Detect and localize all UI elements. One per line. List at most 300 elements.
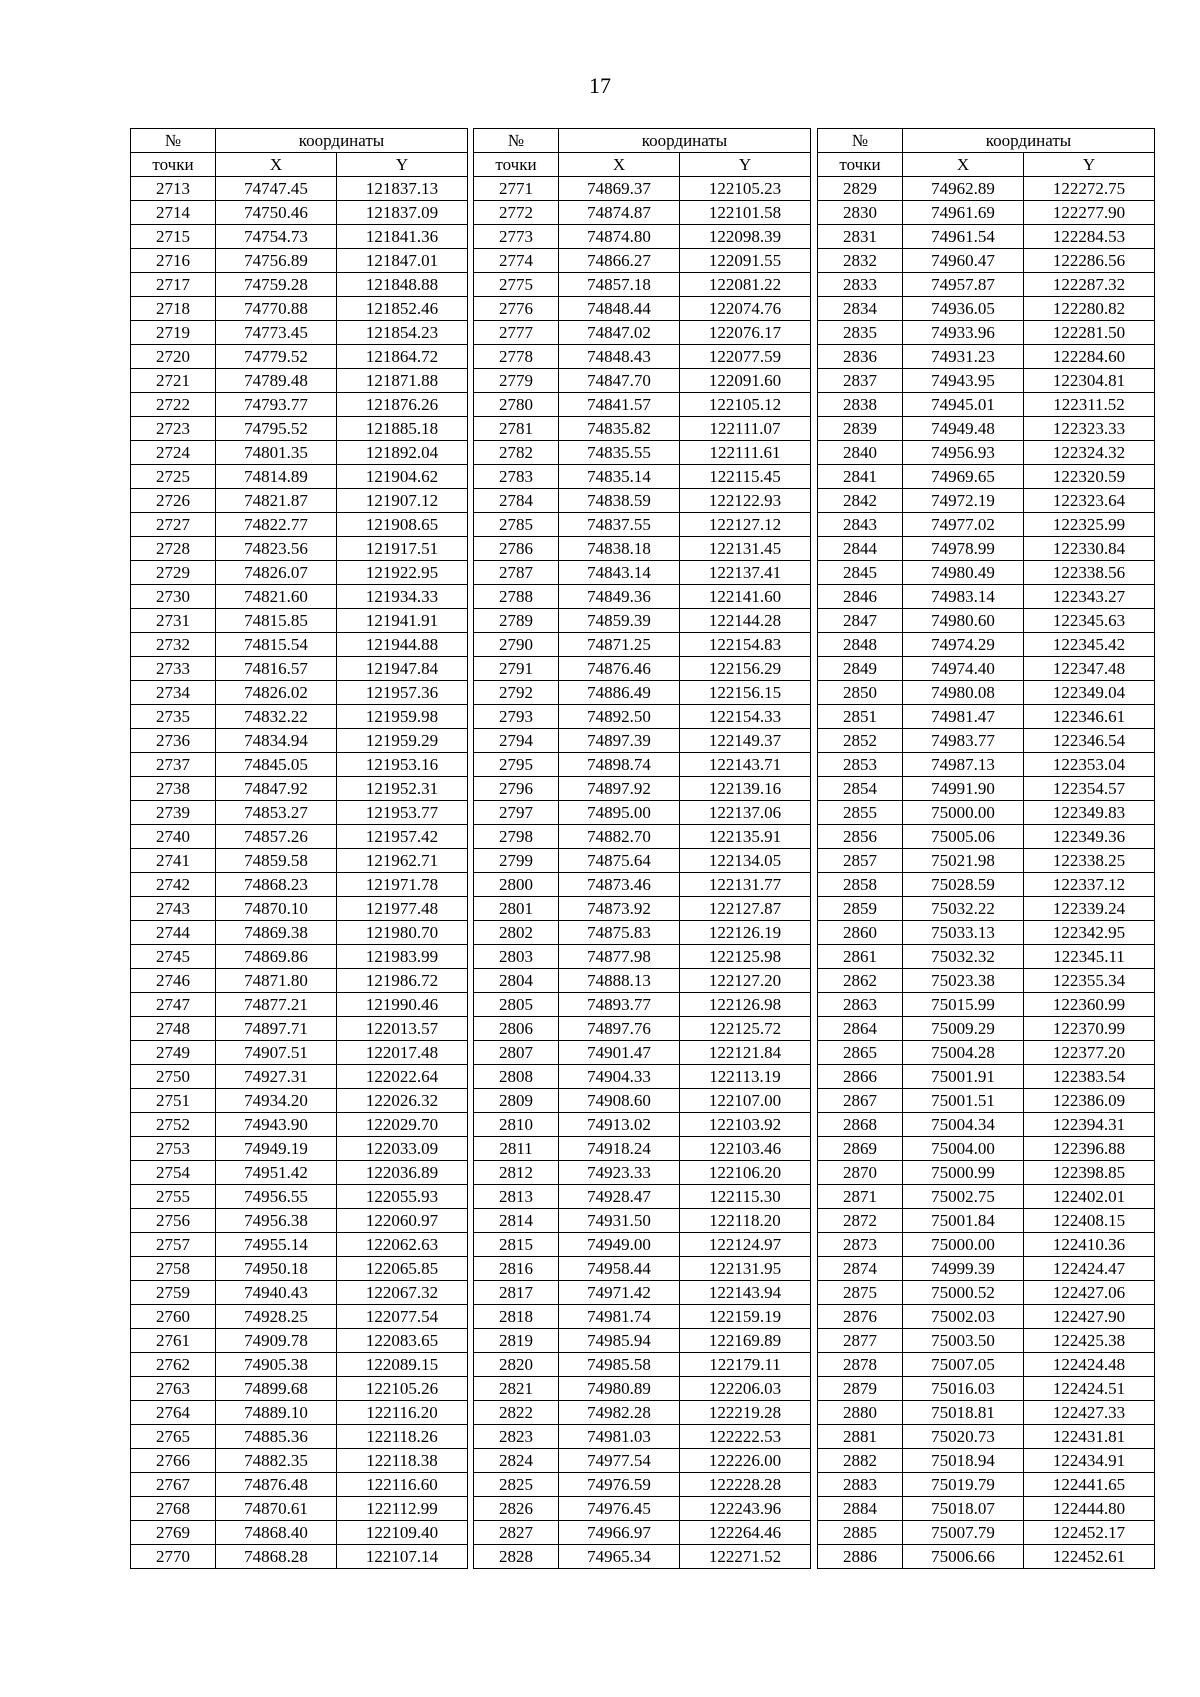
y-coordinate-cell: 122107.14 xyxy=(337,1545,468,1569)
x-coordinate-cell: 75003.50 xyxy=(903,1329,1024,1353)
point-number-cell: 2730 xyxy=(131,585,216,609)
y-coordinate-cell: 121871.88 xyxy=(337,369,468,393)
x-coordinate-cell: 74821.60 xyxy=(216,585,337,609)
point-number-cell: 2732 xyxy=(131,633,216,657)
x-coordinate-cell: 74848.44 xyxy=(559,297,680,321)
point-number-cell: 2746 xyxy=(131,969,216,993)
table-row xyxy=(474,369,811,393)
y-coordinate-cell: 121864.72 xyxy=(337,345,468,369)
table-row xyxy=(474,585,811,609)
table-row xyxy=(474,1425,811,1449)
point-number-cell: 2878 xyxy=(818,1353,903,1377)
y-coordinate-cell: 121990.46 xyxy=(337,993,468,1017)
point-number-cell: 2802 xyxy=(474,921,559,945)
table-row xyxy=(818,1521,1155,1545)
table-row xyxy=(131,1329,468,1353)
x-coordinate-cell: 74886.49 xyxy=(559,681,680,705)
table-row xyxy=(474,417,811,441)
table-row xyxy=(131,1401,468,1425)
x-coordinate-cell: 74949.00 xyxy=(559,1233,680,1257)
point-number-cell: 2757 xyxy=(131,1233,216,1257)
table-row xyxy=(131,657,468,681)
point-number-cell: 2829 xyxy=(818,177,903,201)
y-coordinate-cell: 121971.78 xyxy=(337,873,468,897)
point-number-cell: 2782 xyxy=(474,441,559,465)
x-coordinate-cell: 75032.22 xyxy=(903,897,1024,921)
y-coordinate-cell: 122345.11 xyxy=(1024,945,1155,969)
x-coordinate-cell: 74801.35 xyxy=(216,441,337,465)
x-coordinate-cell: 74977.54 xyxy=(559,1449,680,1473)
table-row xyxy=(474,1137,811,1161)
x-coordinate-cell: 75004.00 xyxy=(903,1137,1024,1161)
point-number-cell: 2858 xyxy=(818,873,903,897)
y-coordinate-cell: 122349.83 xyxy=(1024,801,1155,825)
point-number-cell: 2780 xyxy=(474,393,559,417)
table-row xyxy=(474,1449,811,1473)
point-number-cell: 2852 xyxy=(818,729,903,753)
point-number-cell: 2785 xyxy=(474,513,559,537)
y-coordinate-cell: 121980.70 xyxy=(337,921,468,945)
table-row xyxy=(818,873,1155,897)
x-coordinate-cell: 74985.94 xyxy=(559,1329,680,1353)
x-coordinate-cell: 74750.46 xyxy=(216,201,337,225)
table-row xyxy=(818,1377,1155,1401)
x-coordinate-cell: 74908.60 xyxy=(559,1089,680,1113)
table-row xyxy=(818,1065,1155,1089)
x-coordinate-cell: 74983.77 xyxy=(903,729,1024,753)
y-coordinate-cell: 122091.55 xyxy=(680,249,811,273)
point-number-cell: 2838 xyxy=(818,393,903,417)
table-row xyxy=(474,249,811,273)
point-number-cell: 2859 xyxy=(818,897,903,921)
table-row xyxy=(474,513,811,537)
x-coordinate-cell: 74835.82 xyxy=(559,417,680,441)
y-coordinate-cell: 122347.48 xyxy=(1024,657,1155,681)
y-coordinate-cell: 122107.00 xyxy=(680,1089,811,1113)
y-coordinate-cell: 122345.63 xyxy=(1024,609,1155,633)
point-number-cell: 2861 xyxy=(818,945,903,969)
point-number-cell: 2830 xyxy=(818,201,903,225)
y-coordinate-cell: 121917.51 xyxy=(337,537,468,561)
table-row xyxy=(131,417,468,441)
x-coordinate-cell: 74966.97 xyxy=(559,1521,680,1545)
point-number-cell: 2809 xyxy=(474,1089,559,1113)
y-coordinate-cell: 121953.77 xyxy=(337,801,468,825)
x-coordinate-cell: 74940.43 xyxy=(216,1281,337,1305)
y-coordinate-cell: 122017.48 xyxy=(337,1041,468,1065)
x-coordinate-cell: 75007.05 xyxy=(903,1353,1024,1377)
table-row xyxy=(131,1065,468,1089)
point-number-cell: 2882 xyxy=(818,1449,903,1473)
point-number-cell: 2833 xyxy=(818,273,903,297)
y-coordinate-cell: 122143.94 xyxy=(680,1281,811,1305)
y-coordinate-cell: 122111.61 xyxy=(680,441,811,465)
table-row xyxy=(818,681,1155,705)
x-coordinate-cell: 74795.52 xyxy=(216,417,337,441)
point-number-cell: 2876 xyxy=(818,1305,903,1329)
table-row xyxy=(474,993,811,1017)
table-row xyxy=(131,177,468,201)
x-coordinate-cell: 74974.29 xyxy=(903,633,1024,657)
x-coordinate-cell: 74859.58 xyxy=(216,849,337,873)
table-row xyxy=(131,969,468,993)
table-row xyxy=(131,273,468,297)
x-coordinate-cell: 74874.80 xyxy=(559,225,680,249)
y-coordinate-cell: 122330.84 xyxy=(1024,537,1155,561)
table-row xyxy=(818,1329,1155,1353)
y-coordinate-cell: 122424.47 xyxy=(1024,1257,1155,1281)
point-number-cell: 2756 xyxy=(131,1209,216,1233)
table-row xyxy=(474,1209,811,1233)
table-row xyxy=(818,1401,1155,1425)
y-coordinate-cell: 122131.45 xyxy=(680,537,811,561)
point-number-cell: 2854 xyxy=(818,777,903,801)
point-number-cell: 2855 xyxy=(818,801,903,825)
table-row xyxy=(818,825,1155,849)
point-number-cell: 2870 xyxy=(818,1161,903,1185)
point-number-cell: 2836 xyxy=(818,345,903,369)
table-row xyxy=(818,585,1155,609)
table-row xyxy=(131,1089,468,1113)
y-coordinate-cell: 122377.20 xyxy=(1024,1041,1155,1065)
table-row xyxy=(818,393,1155,417)
table-row xyxy=(818,273,1155,297)
y-coordinate-cell: 122109.40 xyxy=(337,1521,468,1545)
table-row xyxy=(818,993,1155,1017)
table-row xyxy=(474,1473,811,1497)
table-row xyxy=(131,513,468,537)
point-number-cell: 2853 xyxy=(818,753,903,777)
table-row xyxy=(131,225,468,249)
table-row xyxy=(131,1545,468,1569)
x-coordinate-cell: 74859.39 xyxy=(559,609,680,633)
x-coordinate-cell: 74965.34 xyxy=(559,1545,680,1569)
point-number-cell: 2795 xyxy=(474,753,559,777)
y-coordinate-cell: 122098.39 xyxy=(680,225,811,249)
table-row xyxy=(474,921,811,945)
point-number-cell: 2740 xyxy=(131,825,216,849)
table-row xyxy=(474,1089,811,1113)
x-coordinate-cell: 75032.32 xyxy=(903,945,1024,969)
y-coordinate-cell: 122115.45 xyxy=(680,465,811,489)
y-coordinate-cell: 122135.91 xyxy=(680,825,811,849)
x-coordinate-cell: 74847.92 xyxy=(216,777,337,801)
y-coordinate-cell: 122101.58 xyxy=(680,201,811,225)
x-coordinate-cell: 74981.47 xyxy=(903,705,1024,729)
x-coordinate-cell: 75002.03 xyxy=(903,1305,1024,1329)
table-row xyxy=(818,1257,1155,1281)
y-coordinate-cell: 122077.59 xyxy=(680,345,811,369)
table-row xyxy=(474,1497,811,1521)
x-coordinate-cell: 74978.99 xyxy=(903,537,1024,561)
x-coordinate-cell: 75016.03 xyxy=(903,1377,1024,1401)
table-row xyxy=(474,297,811,321)
y-coordinate-cell: 122137.41 xyxy=(680,561,811,585)
x-coordinate-cell: 74847.02 xyxy=(559,321,680,345)
x-coordinate-cell: 74905.38 xyxy=(216,1353,337,1377)
point-number-cell: 2718 xyxy=(131,297,216,321)
x-coordinate-cell: 74837.55 xyxy=(559,513,680,537)
point-number-cell: 2788 xyxy=(474,585,559,609)
table-row xyxy=(131,321,468,345)
table-row xyxy=(474,345,811,369)
point-number-cell: 2831 xyxy=(818,225,903,249)
y-coordinate-cell: 122137.06 xyxy=(680,801,811,825)
point-number-cell: 2851 xyxy=(818,705,903,729)
y-coordinate-cell: 122154.83 xyxy=(680,633,811,657)
y-coordinate-cell: 122103.92 xyxy=(680,1113,811,1137)
table-row xyxy=(474,825,811,849)
x-coordinate-cell: 74759.28 xyxy=(216,273,337,297)
x-coordinate-cell: 74897.76 xyxy=(559,1017,680,1041)
y-coordinate-cell: 122287.32 xyxy=(1024,273,1155,297)
point-number-cell: 2725 xyxy=(131,465,216,489)
x-coordinate-cell: 74848.43 xyxy=(559,345,680,369)
x-coordinate-cell: 74928.25 xyxy=(216,1305,337,1329)
table-row xyxy=(818,1209,1155,1233)
x-coordinate-cell: 74980.60 xyxy=(903,609,1024,633)
x-coordinate-cell: 74816.57 xyxy=(216,657,337,681)
y-coordinate-cell: 122226.00 xyxy=(680,1449,811,1473)
point-number-cell: 2862 xyxy=(818,969,903,993)
x-coordinate-cell: 74985.58 xyxy=(559,1353,680,1377)
point-number-cell: 2787 xyxy=(474,561,559,585)
table-row xyxy=(131,897,468,921)
y-coordinate-cell: 122029.70 xyxy=(337,1113,468,1137)
x-coordinate-cell: 74789.48 xyxy=(216,369,337,393)
point-number-cell: 2745 xyxy=(131,945,216,969)
point-number-cell: 2837 xyxy=(818,369,903,393)
y-coordinate-cell: 121957.36 xyxy=(337,681,468,705)
point-number-cell: 2761 xyxy=(131,1329,216,1353)
point-number-cell: 2843 xyxy=(818,513,903,537)
x-coordinate-cell: 75018.94 xyxy=(903,1449,1024,1473)
y-coordinate-cell: 121876.26 xyxy=(337,393,468,417)
point-number-cell: 2811 xyxy=(474,1137,559,1161)
point-number-cell: 2784 xyxy=(474,489,559,513)
x-coordinate-cell: 74871.80 xyxy=(216,969,337,993)
table-row xyxy=(474,1377,811,1401)
y-coordinate-cell: 122311.52 xyxy=(1024,393,1155,417)
x-coordinate-cell: 74971.42 xyxy=(559,1281,680,1305)
table-row xyxy=(474,1017,811,1041)
point-number-cell: 2807 xyxy=(474,1041,559,1065)
y-coordinate-cell: 121944.88 xyxy=(337,633,468,657)
point-number-cell: 2770 xyxy=(131,1545,216,1569)
point-number-cell: 2786 xyxy=(474,537,559,561)
table-row xyxy=(818,201,1155,225)
point-number-cell: 2864 xyxy=(818,1017,903,1041)
header-y-label: Y xyxy=(337,153,468,177)
x-coordinate-cell: 74857.26 xyxy=(216,825,337,849)
y-coordinate-cell: 122434.91 xyxy=(1024,1449,1155,1473)
x-coordinate-cell: 74899.68 xyxy=(216,1377,337,1401)
x-coordinate-cell: 74951.42 xyxy=(216,1161,337,1185)
y-coordinate-cell: 122264.46 xyxy=(680,1521,811,1545)
point-number-cell: 2781 xyxy=(474,417,559,441)
table-body xyxy=(818,177,1155,1569)
y-coordinate-cell: 122402.01 xyxy=(1024,1185,1155,1209)
header-point-label: точки xyxy=(818,153,903,177)
table-row xyxy=(474,849,811,873)
point-number-cell: 2736 xyxy=(131,729,216,753)
x-coordinate-cell: 74873.92 xyxy=(559,897,680,921)
x-coordinate-cell: 74923.33 xyxy=(559,1161,680,1185)
point-number-cell: 2742 xyxy=(131,873,216,897)
point-number-cell: 2738 xyxy=(131,777,216,801)
x-coordinate-cell: 74956.93 xyxy=(903,441,1024,465)
table-row xyxy=(131,297,468,321)
y-coordinate-cell: 122427.33 xyxy=(1024,1401,1155,1425)
y-coordinate-cell: 122106.20 xyxy=(680,1161,811,1185)
x-coordinate-cell: 75001.91 xyxy=(903,1065,1024,1089)
y-coordinate-cell: 122013.57 xyxy=(337,1017,468,1041)
table-row xyxy=(131,993,468,1017)
table-row xyxy=(818,849,1155,873)
coordinates-table-2 xyxy=(473,128,811,1569)
x-coordinate-cell: 74822.77 xyxy=(216,513,337,537)
point-number-cell: 2797 xyxy=(474,801,559,825)
table-row xyxy=(474,489,811,513)
y-coordinate-cell: 121848.88 xyxy=(337,273,468,297)
table-row xyxy=(131,1161,468,1185)
point-number-cell: 2827 xyxy=(474,1521,559,1545)
y-coordinate-cell: 122036.89 xyxy=(337,1161,468,1185)
point-number-cell: 2728 xyxy=(131,537,216,561)
x-coordinate-cell: 74956.55 xyxy=(216,1185,337,1209)
point-number-cell: 2717 xyxy=(131,273,216,297)
point-number-cell: 2834 xyxy=(818,297,903,321)
y-coordinate-cell: 122134.05 xyxy=(680,849,811,873)
x-coordinate-cell: 74877.21 xyxy=(216,993,337,1017)
table-row xyxy=(818,657,1155,681)
point-number-cell: 2825 xyxy=(474,1473,559,1497)
table-row xyxy=(818,1113,1155,1137)
y-coordinate-cell: 122125.72 xyxy=(680,1017,811,1041)
coordinates-table-1 xyxy=(130,128,468,1569)
y-coordinate-cell: 121892.04 xyxy=(337,441,468,465)
x-coordinate-cell: 75007.79 xyxy=(903,1521,1024,1545)
point-number-cell: 2774 xyxy=(474,249,559,273)
table-row xyxy=(474,681,811,705)
y-coordinate-cell: 122033.09 xyxy=(337,1137,468,1161)
point-number-cell: 2849 xyxy=(818,657,903,681)
x-coordinate-cell: 74934.20 xyxy=(216,1089,337,1113)
y-coordinate-cell: 122022.64 xyxy=(337,1065,468,1089)
y-coordinate-cell: 121957.42 xyxy=(337,825,468,849)
table-row xyxy=(131,1281,468,1305)
table-row xyxy=(131,1113,468,1137)
y-coordinate-cell: 121841.36 xyxy=(337,225,468,249)
x-coordinate-cell: 75004.34 xyxy=(903,1113,1024,1137)
y-coordinate-cell: 121941.91 xyxy=(337,609,468,633)
table-row xyxy=(818,369,1155,393)
table-row xyxy=(474,1113,811,1137)
x-coordinate-cell: 74868.23 xyxy=(216,873,337,897)
table-row xyxy=(131,369,468,393)
x-coordinate-cell: 74838.18 xyxy=(559,537,680,561)
point-number-cell: 2771 xyxy=(474,177,559,201)
table-row xyxy=(818,1017,1155,1041)
point-number-cell: 2748 xyxy=(131,1017,216,1041)
y-coordinate-cell: 122338.56 xyxy=(1024,561,1155,585)
point-number-cell: 2758 xyxy=(131,1257,216,1281)
table-row xyxy=(474,897,811,921)
point-number-cell: 2865 xyxy=(818,1041,903,1065)
point-number-cell: 2881 xyxy=(818,1425,903,1449)
table-row xyxy=(474,177,811,201)
y-coordinate-cell: 122325.99 xyxy=(1024,513,1155,537)
point-number-cell: 2720 xyxy=(131,345,216,369)
x-coordinate-cell: 74897.39 xyxy=(559,729,680,753)
point-number-cell: 2794 xyxy=(474,729,559,753)
table-row xyxy=(474,1161,811,1185)
y-coordinate-cell: 122105.26 xyxy=(337,1377,468,1401)
y-coordinate-cell: 122156.29 xyxy=(680,657,811,681)
x-coordinate-cell: 74976.45 xyxy=(559,1497,680,1521)
x-coordinate-cell: 74770.88 xyxy=(216,297,337,321)
table-row xyxy=(818,1233,1155,1257)
table-row xyxy=(818,1161,1155,1185)
x-coordinate-cell: 75028.59 xyxy=(903,873,1024,897)
table-row xyxy=(131,777,468,801)
table-row xyxy=(131,1449,468,1473)
table-row xyxy=(818,801,1155,825)
table-row xyxy=(818,777,1155,801)
y-coordinate-cell: 122323.33 xyxy=(1024,417,1155,441)
table-row xyxy=(131,633,468,657)
x-coordinate-cell: 74826.02 xyxy=(216,681,337,705)
x-coordinate-cell: 75006.66 xyxy=(903,1545,1024,1569)
point-number-cell: 2783 xyxy=(474,465,559,489)
point-number-cell: 2835 xyxy=(818,321,903,345)
y-coordinate-cell: 122386.09 xyxy=(1024,1089,1155,1113)
x-coordinate-cell: 74875.83 xyxy=(559,921,680,945)
x-coordinate-cell: 74918.24 xyxy=(559,1137,680,1161)
x-coordinate-cell: 74870.61 xyxy=(216,1497,337,1521)
x-coordinate-cell: 74823.56 xyxy=(216,537,337,561)
y-coordinate-cell: 121852.46 xyxy=(337,297,468,321)
table-row xyxy=(131,1257,468,1281)
point-number-cell: 2750 xyxy=(131,1065,216,1089)
table-row xyxy=(818,489,1155,513)
table-row xyxy=(131,1377,468,1401)
table-row xyxy=(474,1257,811,1281)
table-row xyxy=(131,1497,468,1521)
point-number-cell: 2767 xyxy=(131,1473,216,1497)
table-row xyxy=(818,1041,1155,1065)
header-x-label: X xyxy=(903,153,1024,177)
point-number-cell: 2769 xyxy=(131,1521,216,1545)
x-coordinate-cell: 75000.00 xyxy=(903,801,1024,825)
x-coordinate-cell: 74843.14 xyxy=(559,561,680,585)
point-number-cell: 2789 xyxy=(474,609,559,633)
y-coordinate-cell: 122338.25 xyxy=(1024,849,1155,873)
table-row xyxy=(131,393,468,417)
table-row xyxy=(818,1137,1155,1161)
x-coordinate-cell: 74849.36 xyxy=(559,585,680,609)
y-coordinate-cell: 122206.03 xyxy=(680,1377,811,1401)
y-coordinate-cell: 122353.04 xyxy=(1024,753,1155,777)
point-number-cell: 2886 xyxy=(818,1545,903,1569)
y-coordinate-cell: 122124.97 xyxy=(680,1233,811,1257)
point-number-cell: 2872 xyxy=(818,1209,903,1233)
table-row xyxy=(474,537,811,561)
table-row xyxy=(818,609,1155,633)
x-coordinate-cell: 74853.27 xyxy=(216,801,337,825)
x-coordinate-cell: 74933.96 xyxy=(903,321,1024,345)
x-coordinate-cell: 74999.39 xyxy=(903,1257,1024,1281)
